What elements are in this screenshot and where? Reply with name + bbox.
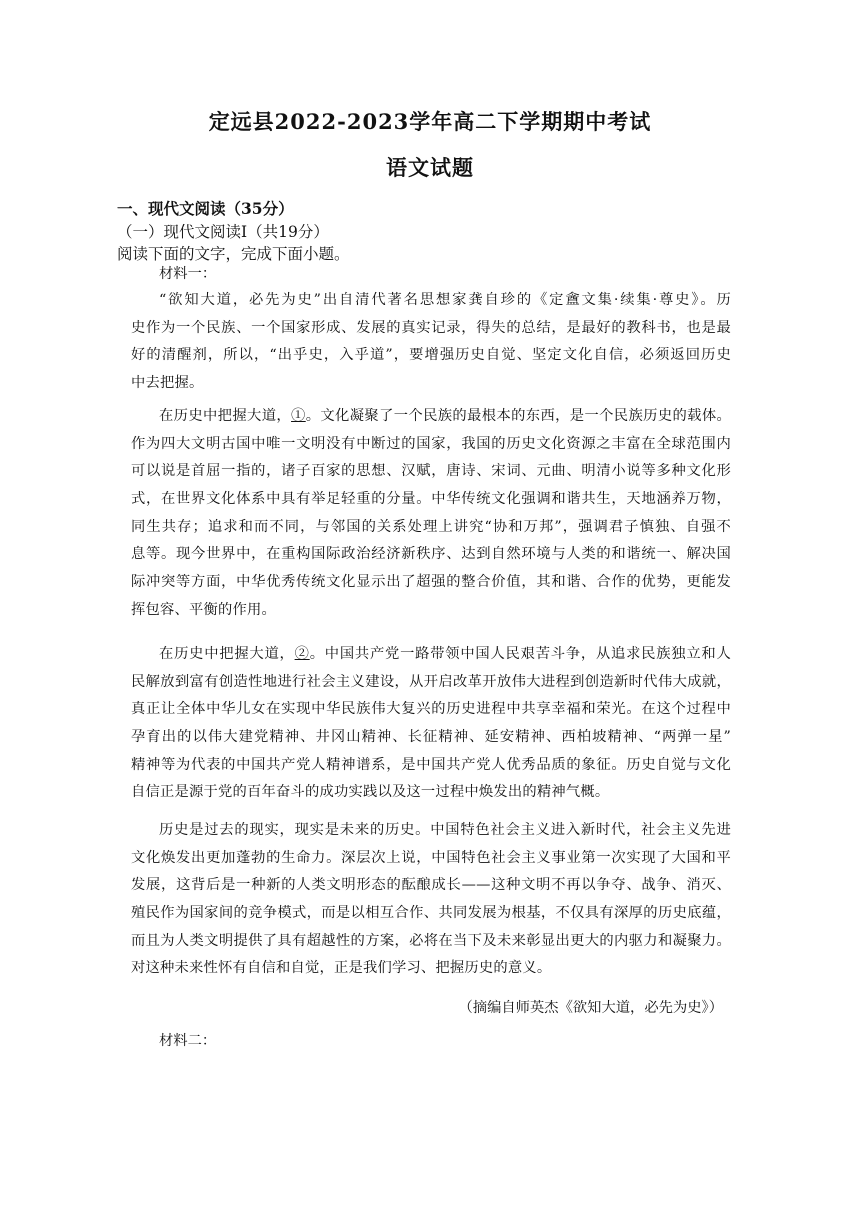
text-fragment: 。中国共产党一路带领中国人民艰苦斗争，从追求民族独立和人: [309, 646, 731, 662]
text-line: 同生共存；追求和而不同，与邻国的关系处理上讲究“协和万邦”，强调君子慎独、自强不: [131, 518, 731, 535]
material-one-label: 材料一：: [159, 266, 217, 282]
paragraph-2: [131, 403, 731, 625]
text-line: 历史是过去的现实，现实是未来的历史。中国特色社会主义进入新时代，社会主义先进: [159, 822, 731, 838]
text-line: 民解放到富有创造性地进行社会主义建设，从开启改革开放伟大进程到创造新时代伟大成就，: [131, 673, 731, 690]
paragraph-3: [131, 641, 731, 807]
text-line: 真正让全体中华儿女在实现中华民族伟大复兴的历史进程中共享幸福和荣光。在这个过程中: [131, 701, 731, 718]
section-heading: 一、现代文阅读（35分）: [117, 199, 294, 218]
text-line: 精神等为代表的中国共产党人精神谱系，是中国共产党人优秀品质的象征。历史自觉与文化: [131, 756, 731, 773]
text-line: 作为四大文明古国中唯一文明没有中断过的国家，我国的历史文化资源之丰富在全球范围内: [131, 435, 731, 452]
text-line: 挥包容、平衡的作用。: [131, 601, 276, 618]
material-two-label: 材料二：: [159, 1033, 217, 1049]
text-line: 好的清醒剂，所以，“出乎史，入乎道”，要增强历史自觉、坚定文化自信，必须返回历史: [131, 347, 731, 364]
paragraph-1: [131, 287, 731, 398]
text-line: 发展，这背后是一种新的人类文明形态的酝酿成长——这种文明不再以争夺、战争、消灭、: [131, 877, 731, 894]
text-fragment: 在历史中把握大道，: [159, 408, 292, 424]
text-line: [131, 403, 731, 431]
instruction-text: 阅读下面的文字，完成下面小题。: [117, 245, 350, 263]
text-line: 而且为人类文明提供了具有超越性的方案，必将在当下及未来彰显出更大的内驱力和凝聚力。: [131, 932, 731, 949]
text-fragment: 在历史中把握大道，: [159, 646, 295, 662]
text-fragment: 。文化凝聚了一个民族的最根本的东西，是一个民族历史的载体。: [305, 408, 731, 424]
paragraph-4: [131, 817, 731, 983]
text-line: 际冲突等方面，中华优秀传统文化显示出了超强的整合价值，其和谐、合作的优势，更能发: [131, 574, 731, 591]
text-line: 中去把握。: [131, 375, 204, 392]
text-line: 孕育出的以伟大建党精神、井冈山精神、长征精神、延安精神、西柏坡精神、“两弹一星”: [131, 729, 731, 746]
page-subtitle: 语文试题: [386, 155, 474, 180]
text-line: 自信正是源于党的百年奋斗的成功实践以及这一过程中焕发出的精神气概。: [131, 784, 610, 801]
text-line: 殖民作为国家间的竞争模式，而是以相互合作、共同发展为根基，不仅具有深厚的历史底蕴，: [131, 905, 731, 922]
text-line: 对这种未来性怀有自信和自觉，正是我们学习、把握历史的意义。: [131, 960, 552, 977]
subsection-heading: （一）现代文阅读Ⅰ（共19分）: [117, 223, 329, 241]
text-line: 息等。现今世界中，在重构国际政治经济新秩序、达到自然环境与人类的和谐统一、解决国: [131, 546, 731, 563]
text-line: 文化焕发出更加蓬勃的生命力。深层次上说，中国特色社会主义事业第一次实现了大国和平: [131, 849, 731, 866]
blank-marker-1: ①: [291, 408, 306, 424]
text-line: 可以说是首屈一指的，诸子百家的思想、汉赋，唐诗、宋词、元曲、明清小说等多种文化形: [131, 463, 731, 480]
text-line: 式，在世界文化体系中具有举足轻重的分量。中华传统文化强调和谐共生，天地涵养万物，: [131, 491, 731, 508]
blank-marker-2: ②: [294, 646, 310, 662]
text-line: [131, 641, 731, 669]
source-citation: （摘编自师英杰《欲知大道，必先为史》）: [458, 1000, 723, 1016]
page-title: 定远县2022-2023学年高二下学期期中考试: [208, 109, 652, 134]
text-line: 史作为一个民族、一个国家形成、发展的真实记录，得失的总结，是最好的教科书，也是最: [131, 319, 731, 336]
text-line: “欲知大道，必先为史”出自清代著名思想家龚自珍的《定盦文集·续集·尊史》。历: [159, 292, 731, 308]
